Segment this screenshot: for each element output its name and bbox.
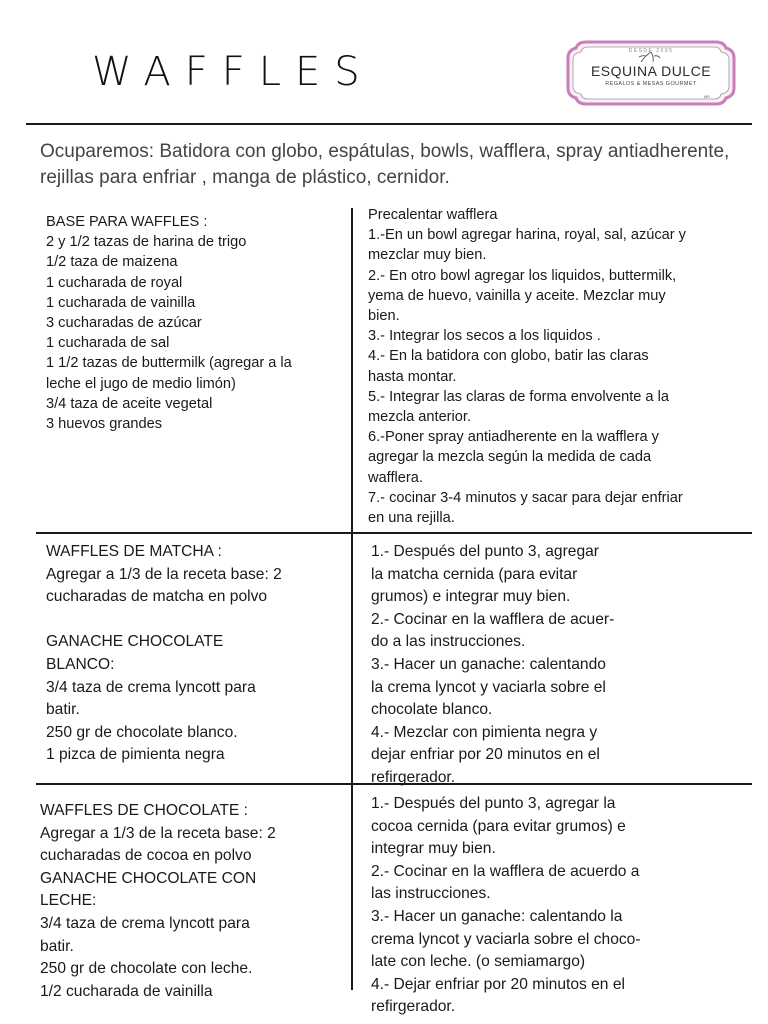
base-steps: Precalentar wafflera 1.-En un bowl agregar harina, royal, sal, azúcar y mezclar muy bien. 2.- En otro bowl agregar los liquidos, buttermilk, yema de huevo, vainilla y aceite. Mezclar muy bien. 3.- Integrar los secos a los liquidos . 4.- En la batidora con globo, batir las claras hasta montar. 5.- Integrar las claras de forma envolvente a la mezcla anterior. 6.-Poner spray antiadherente en la wafflera y agregar la mezcla según la medida de cada wafflera. 7.- cocinar 3-4 minutos y sacar para dejar enfriar en una rejilla. — [368, 207, 686, 527]
logo-brand-name: ESQUINA DULCE — [590, 63, 712, 79]
column-divider-chocolate — [351, 785, 353, 990]
matcha-steps: 1.- Después del punto 3, agregar la matcha cernida (para evitar grumos) e integrar muy bien. 2.- Cocinar en la wafflera de acuer- do a las instrucciones. 3.- Hacer un ganache: calentando la crema lyncot y vaciarla sobre el chocolate blanco. 4.- Mezclar con pimienta negra y dejar enfriar por 20 minutos en el refirgerador. — [371, 543, 615, 786]
header-divider — [26, 123, 752, 125]
logo-trademark: MR — [703, 94, 711, 99]
equipment-intro: Ocuparemos: Batidora con globo, espátulas, bowls, wafflera, spray antiadherente, rejillas para enfriar , manga de plástico, cernidor. — [40, 141, 730, 188]
chocolate-ingredients: WAFFLES DE CHOCOLATE : Agregar a 1/3 de la receta base: 2 cucharadas de cocoa en polvo GANACHE CHOCOLATE CON LECHE: 3/4 taza de crema lyncott para batir. 250 gr de chocolate con leche. 1/2 cucharada de vainilla — [40, 802, 276, 1000]
logo-top-text: DESDE 2005 — [628, 48, 674, 54]
column-divider-base — [351, 208, 353, 532]
row-divider-1 — [36, 532, 752, 534]
page-title: WAFFLES — [92, 49, 374, 95]
matcha-ingredients: WAFFLES DE MATCHA : Agregar a 1/3 de la receta base: 2 cucharadas de matcha en polvo GANACHE CHOCOLATE BLANCO: 3/4 taza de crema lyncott para batir. 250 gr de chocolate blanco. 1 pizca de pimienta negra — [46, 543, 282, 764]
column-divider-matcha — [351, 534, 353, 783]
logo-tagline: REGALOS & MESAS GOURMET — [605, 81, 697, 87]
brand-logo — [566, 38, 736, 108]
base-ingredients: BASE PARA WAFFLES : 2 y 1/2 tazas de harina de trigo 1/2 taza de maizena 1 cucharada de royal 1 cucharada de vainilla 3 cucharadas de azúcar 1 cucharada de sal 1 1/2 tazas de buttermilk (agregar a la leche el jugo de medio limón) 3/4 taza de aceite vegetal 3 huevos grandes — [46, 214, 292, 433]
chocolate-steps: 1.- Después del punto 3, agregar la cocoa cernida (para evitar grumos) e integrar muy bien. 2.- Cocinar en la wafflera de acuerdo a las instrucciones. 3.- Hacer un ganache: calentando la crema lyncot y vaciarla sobre el choco- late con leche. (o semiamargo) 4.- Dejar enfriar por 20 minutos en el refirgerador. — [371, 795, 641, 1016]
